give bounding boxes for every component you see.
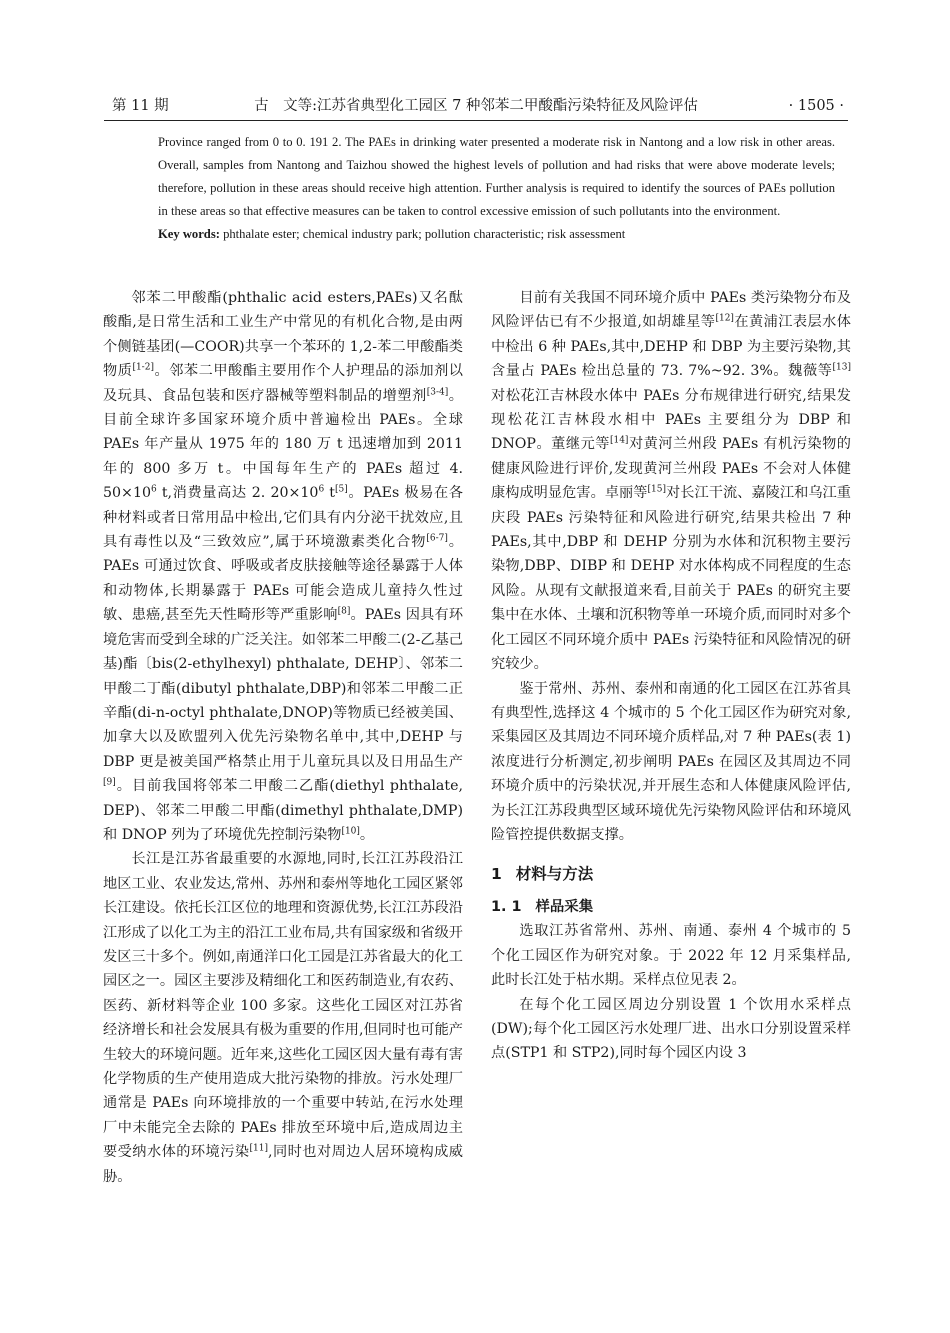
citation: [11] bbox=[249, 1143, 269, 1154]
citation: [15] bbox=[647, 484, 666, 495]
citation: [14] bbox=[609, 435, 629, 446]
abstract-block bbox=[158, 131, 835, 246]
exponent: 6 bbox=[318, 484, 325, 495]
paragraph-sampling-1: 选取江苏省常州、苏州、南通、泰州 4 个城市的 5 个化工园区作为研究对象。于 2022 年 12 月采集样品,此时长江处于枯水期。采样点位见表 2。 bbox=[491, 923, 851, 989]
page-number: · 1505 · bbox=[788, 98, 844, 114]
right-column bbox=[491, 286, 851, 1066]
paragraph-intro-3: 目前有关我国不同环境介质中 PAEs 类污染物分布及风险评估已有不少报道,如胡雄星等[12]在黄浦江表层水体中检出 6 种 PAEs,其中,DEHP 和 DBP 为主要污染物,其含量占 PAEs 检出总量的 73. 7%~92. 3%。魏薇等[13]对松花江吉林段水体中 PAEs 分布规律进行研究,结果发现松花江吉林段水相中 PAEs 主要组分为 DBP 和 DNOP。董继元等[14]对黄河兰州段 PAEs 有机污染物的健康风险进行评价,发现黄河兰州段 PAEs 不会对人体健康构成明显危害。卓丽等[15]对长江干流、嘉陵江和乌江重庆段 PAEs 污染特征和风险进行研究,结果共检出 7 种 PAEs,其中,DBP 和 DEHP 分别为水体和沉积物主要污染物,DBP、DIBP 和 DEHP 对水体构成不同程度的生态风险。从现有文献报道来看,目前关于 PAEs 的研究主要集中在水体、土壤和沉积物等单一环境介质,而同时对多个化工园区不同环境介质中 PAEs 污染特征和风险情况的研究较少。 bbox=[491, 290, 851, 673]
paragraph-intro-2: 长江是江苏省最重要的水源地,同时,长江江苏段沿江地区工业、农业发达,常州、苏州和泰州等地化工园区紧邻长江建设。依托长江区位的地理和资源优势,长江江苏段沿江形成了以化工为主的沿江工业布局,共有国家级和省级开发区三十多个。例如,南通洋口化工园是江苏省最大的化工园区之一。园区主要涉及精细化工和医药制造业,有农药、医药、新材料等企业 100 多家。这些化工园区对江苏省经济增长和社会发展具有极为重要的作用,但同时也可能产生较大的环境问题。近年来,这些化工园区因大量有毒有害化学物质的生产使用造成大批污染物的排放。污水处理厂通常是 PAEs 向环境排放的一个重要中转站,在污水处理厂中未能完全去除的 PAEs 排放至环境中后,造成周边主要受纳水体的环境污染[11],同时也对周边人居环境构成威胁。 bbox=[103, 851, 463, 1185]
paragraph-sampling-2: 在每个化工园区周边分别设置 1 个饮用水采样点(DW);每个化工园区污水处理厂进、出水口分别设置采样点(STP1 和 STP2),同时每个园区内设 3 bbox=[491, 996, 851, 1062]
keywords-line bbox=[158, 223, 835, 246]
citation: [6-7] bbox=[426, 533, 448, 544]
issue-number: 第 11 期 bbox=[112, 98, 169, 114]
citation: [8] bbox=[337, 606, 351, 617]
running-title: 古 文等:江苏省典型化工园区 7 种邻苯二甲酸酯污染特征及风险评估 bbox=[254, 98, 698, 114]
exponent: 6 bbox=[151, 484, 157, 495]
paragraph-intro-1: 邻苯二甲酸酯(phthalic acid esters,PAEs)又名酞酸酯,是日常生活和工业生产中常见的有机化合物,是由两个侧链基团(—COOR)共享一个苯环的 1,2-苯二甲酸酯类物质[1-2]。邻苯二甲酸酯主要用作个人护理品的添加剂以及玩具、食品包装和医疗器械等塑料制品的增塑剂[3-4]。目前全球许多国家环境介质中普遍检出 PAEs。全球 PAEs 年产量从 1975 年的 180 万 t 迅速增加到 2011 年的 800 多万 t。中国每年生产的 PAEs 超过 4. $50\times 10^6$ t,消费量高达 2. $20\times 10^6$ t[5]。PAEs 极易在各种材料或者日常用品中检出,它们具有内分泌干扰效应,且具有毒性以及“三致效应”,属于环境激素类化合物[6-7]。PAEs 可通过饮食、呼吸或者皮肤接触等途径暴露于人体和动物体,长期暴露于 PAEs 可能会造成儿童持久性过敏、患癌,甚至先天性畸形等严重影响[8]。PAEs 因具有环境危害而受到全球的广泛关注。如邻苯二甲酸二(2-乙基己基)酯〔bis(2-ethylhexyl) phthalate, DEHP〕、邻苯二甲酸二丁酯(dibutyl phthalate,DBP)和邻苯二甲酸二正辛酯(di-n-octyl phthalate,DNOP)等物质已经被美国、加拿大以及欧盟列入优先污染物名单中,其中,DEHP 与 DBP 更是被美国严格禁止用于儿童玩具以及日用品生产[9]。目前我国将邻苯二甲酸二乙酯(diethyl phthalate, DEP)、邻苯二甲酸二甲酯(dimethyl phthalate,DMP)和 DNOP 列为了环境优先控制污染物[10]。 bbox=[103, 290, 464, 843]
paragraph-intro-4: 鉴于常州、苏州、泰州和南通的化工园区在江苏省具有典型性,选择这 4 个城市的 5 个化工园区作为研究对象,采集园区及其周边不同环境介质样品,对 7 种 PAEs(表 1)浓度进行分析测定,初步阐明 PAEs 在园区及其周边不同环境介质中的污染状况,并开展生态和人体健康风险评估,为长江江苏段典型区域环境优先污染物风险评估和环境风险管控提供数据支撑。 bbox=[491, 680, 851, 843]
citation: [10] bbox=[341, 826, 360, 837]
citation: [5] bbox=[335, 484, 348, 495]
keywords-label: Key words: bbox=[158, 227, 220, 241]
citation: [9] bbox=[103, 777, 116, 788]
section-heading-1: 1 材料与方法 bbox=[491, 865, 594, 884]
left-column bbox=[103, 286, 463, 1189]
citation: [1-2] bbox=[132, 362, 154, 373]
running-header bbox=[104, 96, 848, 121]
abstract-text: Province ranged from 0 to 0. 191 2. The PAEs in drinking water presented a moderate risk in Nantong and a low risk in other areas. Overall, samples from Nantong and Taizhou showed the highest levels of pollution and had risks that were above moderate levels; therefore, pollution in these areas should receive high attention. Further analysis is required to identify the sources of PAEs pollution in these areas so that effective measures can be taken to control excessive emission of such pollutants into the environment. bbox=[158, 135, 835, 218]
citation: [13] bbox=[832, 362, 851, 373]
keywords-text: phthalate ester; chemical industry park; pollution characteristic; risk assessment bbox=[223, 227, 626, 241]
citation: [12] bbox=[715, 313, 734, 324]
subsection-heading-1-1: 1. 1 样品采集 bbox=[491, 899, 594, 916]
citation: [3-4] bbox=[426, 386, 449, 397]
